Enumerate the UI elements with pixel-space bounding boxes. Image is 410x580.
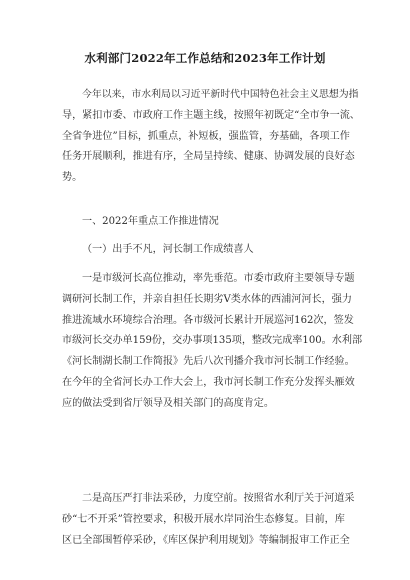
paragraph-sand-mining (62, 489, 362, 551)
paragraph-line: 砂“七不开采”管控要求，积极开展水岸同治生态修复。目前，库 (62, 513, 345, 525)
paragraph-line: 《河长制湖长制工作简报》先后八次刊播介我市河长制工作经验。 (62, 356, 355, 368)
document-title: 水利部门2022年工作总结和2023年工作计划 (84, 51, 326, 65)
paragraph-line: 在今年的全省河长办工作大会上，我市河长制工作充分发挥头雁效 (62, 376, 355, 388)
section-heading: 一、2022年重点工作推进情况 (82, 216, 219, 227)
intro-line: 今年以来，市水利局以习近平新时代中国特色社会主义思想为指 (82, 89, 359, 100)
paragraph-line: 区已全部围暂停采砂，《库区保护利用规划》等编制报审工作正全 (62, 534, 350, 546)
intro-paragraph (62, 85, 362, 189)
paragraph-line: 调研河长制工作，并亲自担任长期劣V类水体的西浦河河长，强力 (62, 293, 352, 305)
paragraph-line: 应的做法受到省厅领导及相关部门的高度肯定。 (62, 397, 274, 409)
paragraph-river-chief (62, 269, 362, 415)
intro-line: 导，紧扣市委、市政府工作主题主线，按照年初既定“全市争一流、 (62, 109, 360, 121)
paragraph-line: 推进流域水环境综合治理。各市级河长累计开展巡河162次，签发 (62, 314, 354, 326)
intro-line: 势。 (62, 172, 83, 184)
intro-line: 任务开展顺利，推进有序，全局呈持续、健康、协调发展的良好态 (62, 151, 355, 163)
intro-line: 全省争进位”目标，抓重点，补短板，强监管，夯基础，各项工作 (62, 130, 350, 142)
paragraph-line: 二是高压严打非法采砂，力度空前。按照省水利厅关于河道采 (82, 493, 355, 504)
subsection-heading: （一）出手不凡，河长制工作成绩喜人 (82, 244, 254, 255)
paragraph-line: 一是市级河长高位推动，率先垂范。市委市政府主要领导专题 (82, 273, 355, 284)
paragraph-line: 市级河长交办单159份，交办事项135项，整改完成率100。水利部 (62, 335, 363, 347)
